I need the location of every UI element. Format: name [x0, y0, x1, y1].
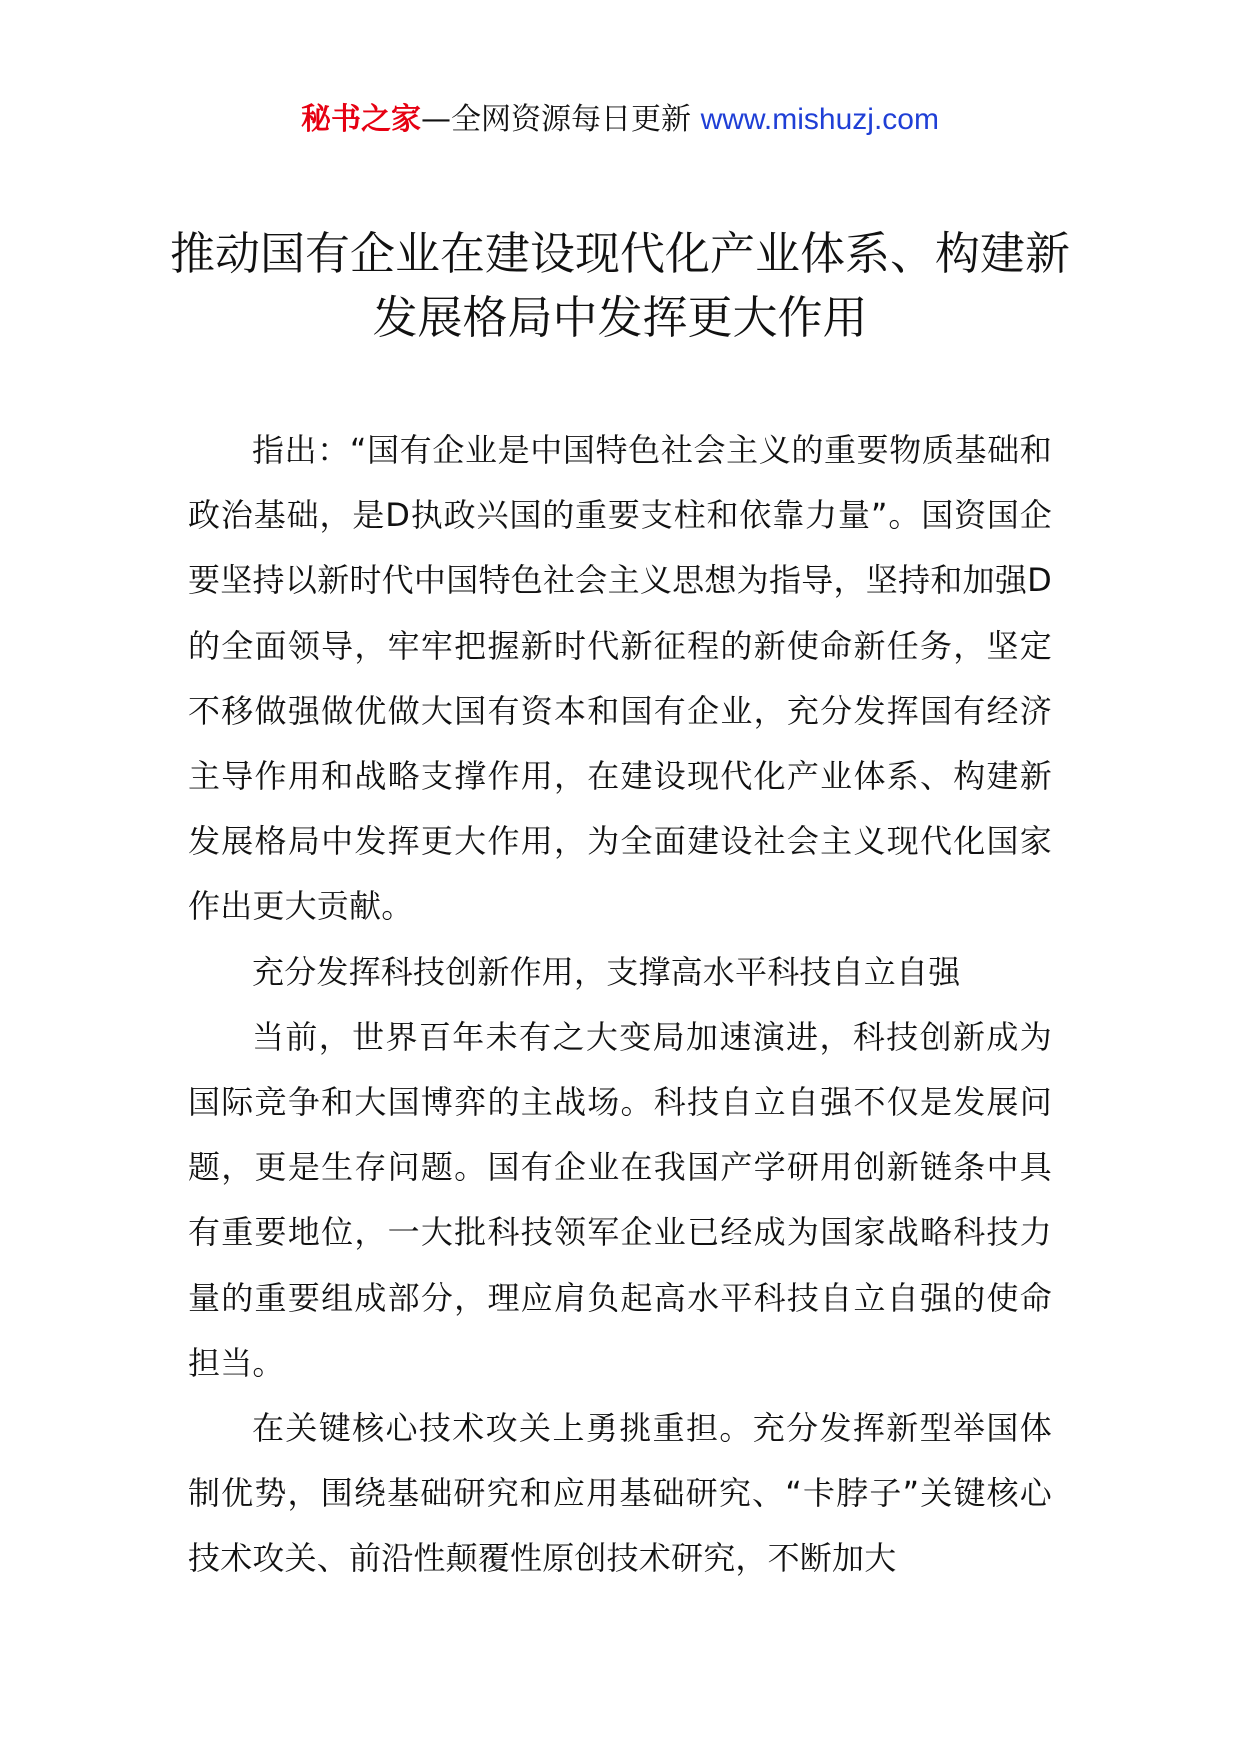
section-heading: 充分发挥科技创新作用，支撑高水平科技自立自强: [252, 952, 961, 991]
document-title: 推动国有企业在建设现代化产业体系、构建新发展格局中发挥更大作用: [169, 227, 1070, 344]
paragraph-intro: 指出：“国有企业是中国特色社会主义的重要物质基础和政治基础，是D执政兴国的重要支柱和依靠力量”。国资国企要坚持以新时代中国特色社会主义思想为指导，坚持和加强D的全面领导，牢牢把握新时代新征程的新使命新任务，坚定不移做强做优做大国有资本和国有企业，充分发挥国有经济主导作用和战略支撑作用，在建设现代化产业体系、构建新发展格局中发挥更大作用，为全面建设社会主义现代化国家作出更大贡献。: [188, 431, 1052, 926]
brand-name: 秘书之家: [301, 102, 422, 137]
document-body: [188, 418, 1052, 1592]
site-url[interactable]: www.mishuzj.com: [700, 103, 939, 136]
paragraph-context: 当前，世界百年未有之大变局加速演进，科技创新成为国际竞争和大国博弈的主战场。科技自立自强不仅是发展问题，更是生存问题。国有企业在我国产学研用创新链条中具有重要地位，一大批科技领军企业已经成为国家战略科技力量的重要组成部分，理应肩负起高水平科技自立自强的使命担当。: [188, 1017, 1052, 1382]
header-tagline: —全网资源每日更新: [421, 102, 692, 137]
site-header: [0, 100, 1240, 140]
paragraph-key-tech: 在关键核心技术攻关上勇挑重担。充分发挥新型举国体制优势，围绕基础研究和应用基础研究、“卡脖子”关键核心技术攻关、前沿性颠覆性原创技术研究，不断加大: [188, 1409, 1052, 1578]
